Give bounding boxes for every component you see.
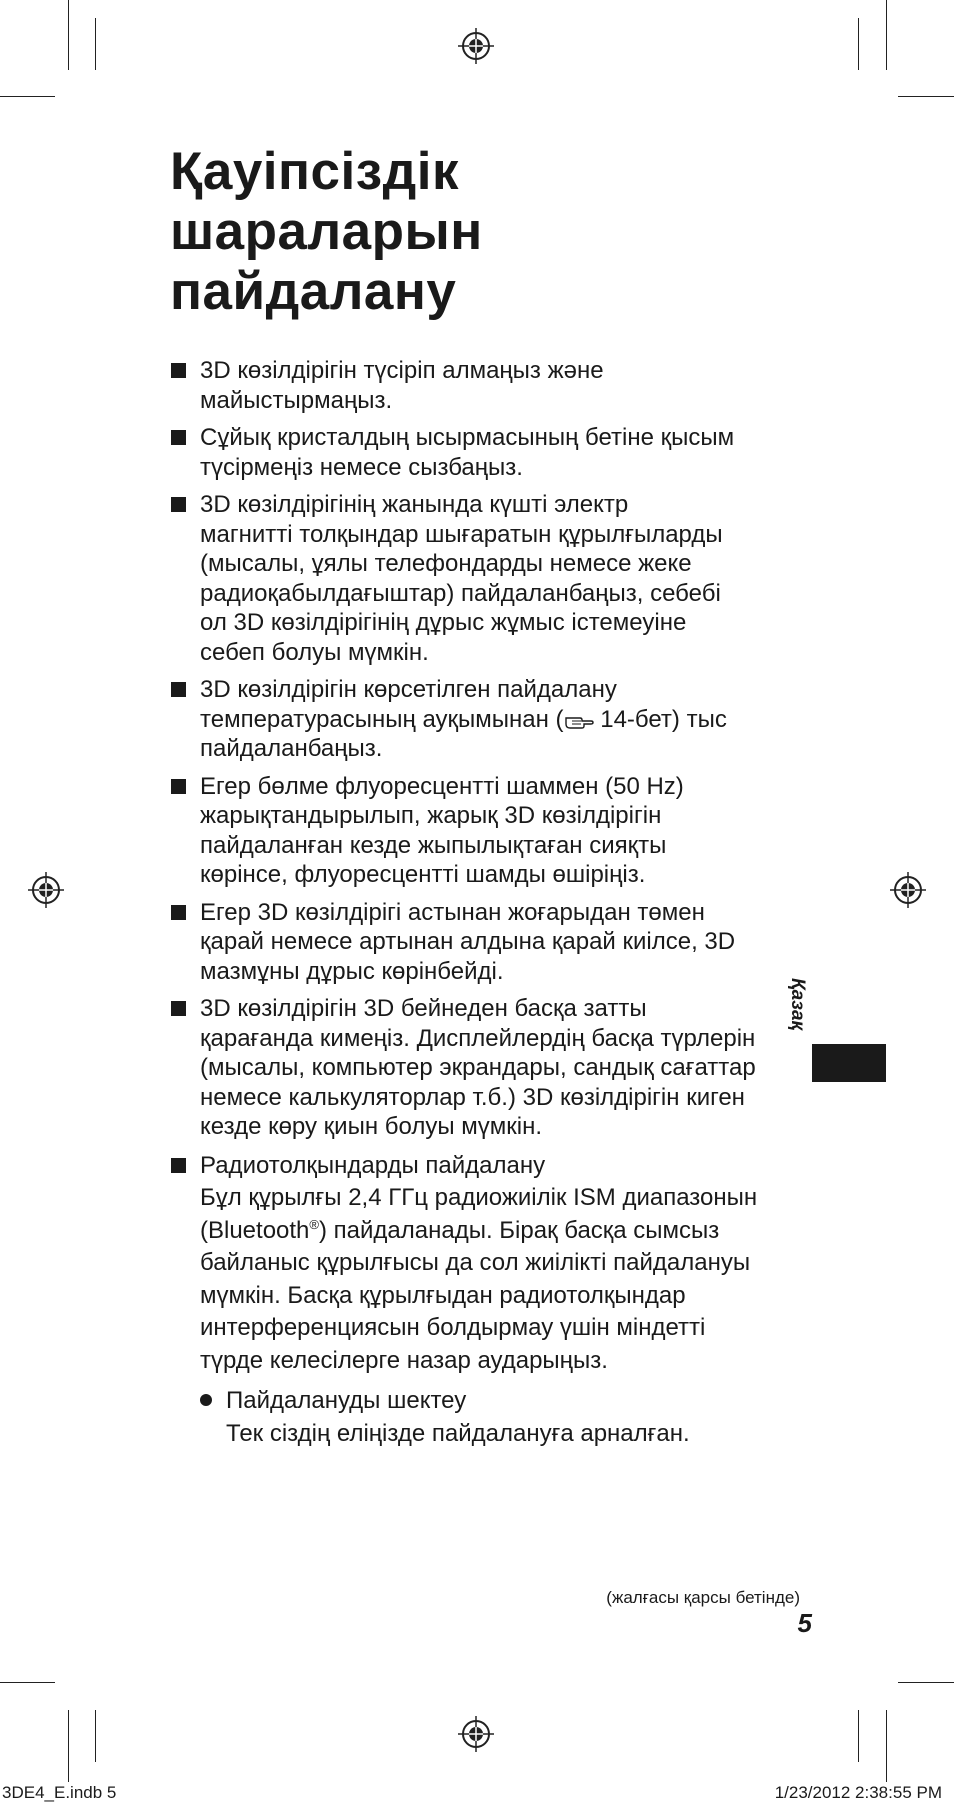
- item-line: ол 3D көзілдірігінің дұрыс жұмыс істемеуіне: [200, 609, 687, 636]
- sub-list-item: [200, 1385, 810, 1450]
- sub-text: Тек сіздің еліңізде пайдалануға арналған.: [226, 1419, 690, 1447]
- item-line: магнитті толқындар шығаратын құрылғыларды: [200, 520, 723, 548]
- title-line: Қауіпсіздік: [170, 142, 459, 201]
- title-line: пайдалану: [170, 262, 457, 321]
- item-line: [200, 705, 810, 735]
- radio-line: мүмкін. Басқа құрылғыдан радиотолқындар: [200, 1281, 686, 1309]
- page-reference: 14-бет) тыс: [593, 705, 727, 733]
- crop-mark: [0, 1682, 55, 1683]
- list-item: [170, 356, 810, 415]
- radio-line: байланыс құрылғысы да сол жиілікті пайдалануы: [200, 1249, 751, 1276]
- radio-heading: Радиотолқындарды пайдалану: [200, 1151, 546, 1179]
- radio-line: түрде келесілерге назар аударыңыз.: [200, 1346, 608, 1374]
- item-line: майыстырмаңыз.: [200, 386, 393, 414]
- list-item: [170, 994, 810, 1142]
- item-line: 3D көзілдірігін түсіріп алмаңыз және: [200, 357, 604, 384]
- list-item: [170, 898, 810, 987]
- list-item: [170, 423, 810, 482]
- item-line: қарағанда кимеңіз. Дисплейлердің басқа түрлерін: [200, 1024, 756, 1052]
- list-item: [170, 675, 810, 764]
- item-line: (мысалы, компьютер экрандары, сандық сағаттар: [200, 1054, 756, 1081]
- page-number: 5: [797, 1608, 812, 1638]
- registration-mark-icon: [26, 870, 66, 910]
- crop-mark: [95, 1710, 96, 1762]
- square-bullet-icon: [171, 905, 186, 920]
- item-line: (мысалы, ұялы телефондарды немесе жеке: [200, 550, 692, 577]
- item-line: пайдаланбаңыз.: [200, 735, 383, 762]
- item-line: жарықтандырылып, жарық 3D көзілдірігін: [200, 802, 662, 829]
- radio-text: (Bluetooth: [200, 1216, 310, 1244]
- registration-mark-icon: [456, 26, 496, 66]
- item-line: себеп болуы мүмкін.: [200, 638, 429, 666]
- square-bullet-icon: [171, 430, 186, 445]
- item-line: түсірмеңіз немесе сызбаңыз.: [200, 453, 523, 481]
- item-line: көрінсе, флуоресцентті шамды өшіріңіз.: [200, 861, 646, 888]
- item-text: температурасының ауқымынан (: [200, 705, 564, 733]
- square-bullet-icon: [171, 363, 186, 378]
- radio-text: ) пайдаланады. Бірақ басқа сымсыз: [319, 1216, 720, 1244]
- crop-mark: [68, 0, 69, 70]
- registered-mark: ®: [309, 1216, 319, 1232]
- square-bullet-icon: [171, 1001, 186, 1016]
- radio-line: Бұл құрылғы 2,4 ГГц радиожиілік ISM диапазонын: [200, 1184, 758, 1211]
- page-title: [170, 142, 770, 322]
- square-bullet-icon: [171, 682, 186, 697]
- sub-heading: Пайдалануды шектеу: [226, 1387, 467, 1414]
- square-bullet-icon: [171, 497, 186, 512]
- crop-mark: [68, 1710, 69, 1782]
- crop-mark: [898, 1682, 954, 1683]
- item-line: 3D көзілдірігінің жанында күшті электр: [200, 491, 629, 518]
- registration-mark-icon: [456, 1714, 496, 1754]
- registration-mark-icon: [888, 870, 928, 910]
- crop-mark: [858, 18, 859, 70]
- language-tab: [812, 1044, 886, 1082]
- item-line: Егер 3D көзілдірігі астынан жоғарыдан төмен: [200, 898, 705, 926]
- crop-mark: [886, 1710, 887, 1782]
- square-bullet-icon: [171, 779, 186, 794]
- continued-note: (жалғасы қарсы бетінде): [606, 1588, 800, 1607]
- pointing-hand-icon[interactable]: [564, 712, 594, 730]
- item-line: мазмұны дұрыс көрінбейді.: [200, 957, 504, 985]
- crop-mark: [95, 18, 96, 70]
- item-line: 3D көзілдірігін көрсетілген пайдалану: [200, 676, 617, 703]
- list-item: [170, 772, 810, 890]
- crop-mark: [858, 1710, 859, 1762]
- precautions-list: [170, 356, 810, 1458]
- item-line: 3D көзілдірігін 3D бейнеден басқа затты: [200, 995, 647, 1022]
- slug-timestamp: 1/23/2012 2:38:55 PM: [774, 1783, 942, 1802]
- crop-mark: [0, 96, 55, 97]
- round-bullet-icon: [200, 1394, 212, 1406]
- crop-mark: [898, 96, 954, 97]
- list-item-radio: [170, 1150, 810, 1451]
- item-line: радиоқабылдағыштар) пайдаланбаңыз, себебі: [200, 579, 721, 607]
- square-bullet-icon: [171, 1158, 186, 1173]
- item-line: немесе калькуляторлар т.б.) 3D көзілдірігін киген: [200, 1083, 745, 1111]
- item-line: пайдаланған кезде жыпылықтаған сияқты: [200, 831, 667, 859]
- slug-filename: 3DE4_E.indb 5: [2, 1783, 117, 1802]
- language-label: Қазақ: [787, 978, 808, 1031]
- crop-mark: [886, 0, 887, 70]
- radio-line: [200, 1215, 810, 1248]
- item-line: кезде көру қиын болуы мүмкін.: [200, 1113, 542, 1140]
- list-item: [170, 490, 810, 667]
- item-line: Егер бөлме флуоресцентті шаммен (50 Hz): [200, 772, 684, 800]
- item-line: Сұйық кристалдың ысырмасының бетіне қысым: [200, 424, 735, 451]
- title-line: шараларын: [170, 202, 483, 261]
- item-line: қарай немесе артынан алдына қарай киілсе, 3D: [200, 928, 736, 955]
- radio-line: интерференциясын болдырмау үшін міндетті: [200, 1314, 706, 1341]
